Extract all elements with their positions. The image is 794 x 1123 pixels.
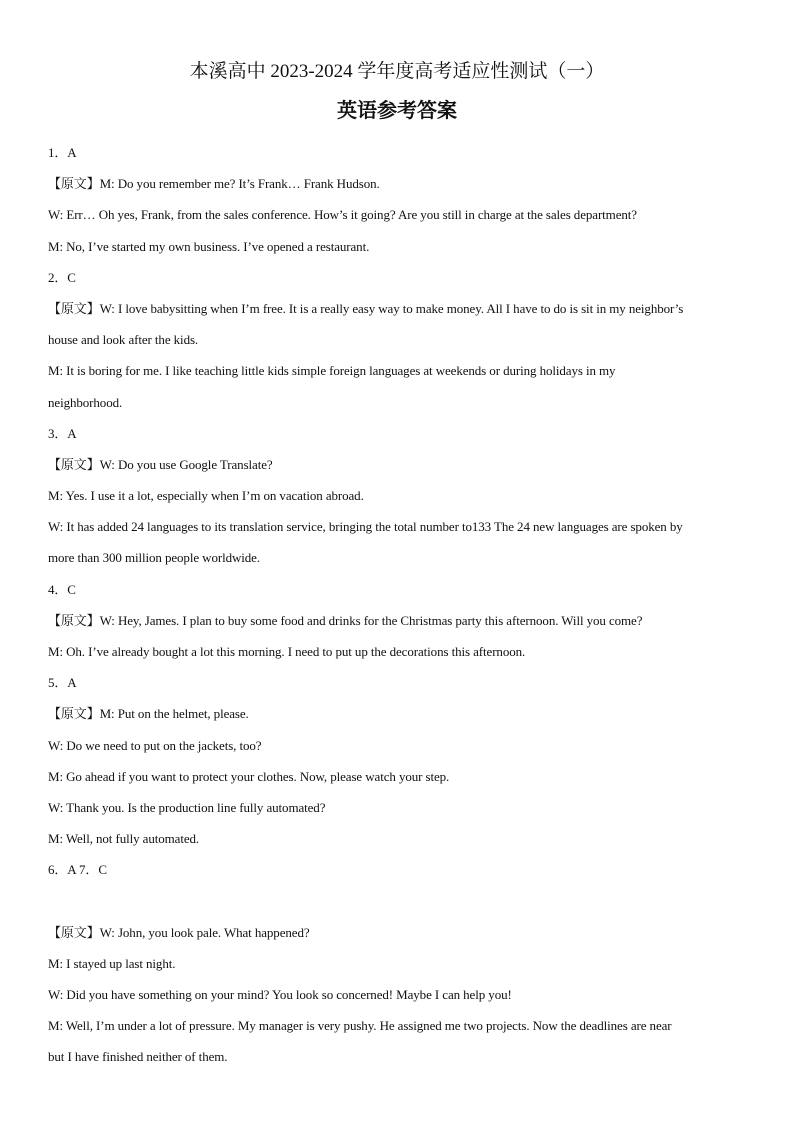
text-line: M: Yes. I use it a lot, especially when I’m on vacation abroad.: [48, 488, 364, 504]
text-line: M: No, I’ve started my own business. I’ve opened a restaurant.: [48, 238, 370, 254]
text-line: more than 300 million people worldwide.: [48, 550, 261, 566]
text-line: 1．A: [48, 145, 77, 160]
text-line: W: Do we need to put on the jackets, too?: [48, 737, 262, 753]
blank-line: [48, 886, 750, 917]
page-subtitle: 英语参考答案: [337, 100, 457, 122]
answer-body: [48, 137, 750, 1073]
text-line: neighborhood.: [48, 394, 123, 410]
text-line: 2．C: [48, 269, 76, 285]
text-line: M: Well, not fully automated.: [48, 831, 200, 847]
text-line: 4．C: [48, 581, 76, 597]
text-line: M: I stayed up last night.: [48, 955, 176, 971]
text-line: 【原文】M: Put on the helmet, please.: [48, 706, 249, 722]
text-line: 5．A: [48, 675, 77, 691]
text-line: W: It has added 24 languages to its translation service, bringing the total number to133 The 24 new languages are spoken by: [48, 519, 683, 535]
text-line: W: Did you have something on your mind? You look so concerned! Maybe I can help you!: [48, 987, 512, 1003]
text-line: 【原文】W: Do you use Google Translate?: [48, 456, 273, 472]
text-line: 3．A: [48, 425, 77, 441]
text-line: W: Thank you. Is the production line fully automated?: [48, 799, 326, 815]
text-line: house and look after the kids.: [48, 332, 199, 348]
text-line: 6．A 7．C: [48, 862, 107, 878]
page-title: 本溪高中 2023-2024 学年度高考适应性测试（一）: [189, 61, 605, 82]
text-line: M: Oh. I’ve already bought a lot this morning. I need to put up the decorations this afternoon.: [48, 644, 526, 659]
text-line: M: Well, I’m under a lot of pressure. My manager is very pushy. He assigned me two projects. Now the deadlines are near: [48, 1018, 672, 1034]
text-line: M: Go ahead if you want to protect your clothes. Now, please watch your step.: [48, 768, 450, 784]
text-line: but I have finished neither of them.: [48, 1049, 228, 1065]
text-line: 【原文】M: Do you remember me? It’s Frank… Frank Hudson.: [48, 176, 380, 192]
text-line: M: It is boring for me. I like teaching little kids simple foreign languages at weekends or during holidays in my: [48, 363, 616, 379]
text-line: 【原文】W: I love babysitting when I’m free. It is a really easy way to make money. All I have to do is sit in my neighbor’s: [48, 300, 684, 316]
text-line: 【原文】W: Hey, James. I plan to buy some food and drinks for the Christmas party this afternoon. Will you come?: [48, 612, 643, 628]
text-line: W: Err… Oh yes, Frank, from the sales conference. How’s it going? Are you still in charge at the sales department?: [48, 207, 637, 223]
text-line: 【原文】W: John, you look pale. What happened?: [48, 924, 310, 940]
